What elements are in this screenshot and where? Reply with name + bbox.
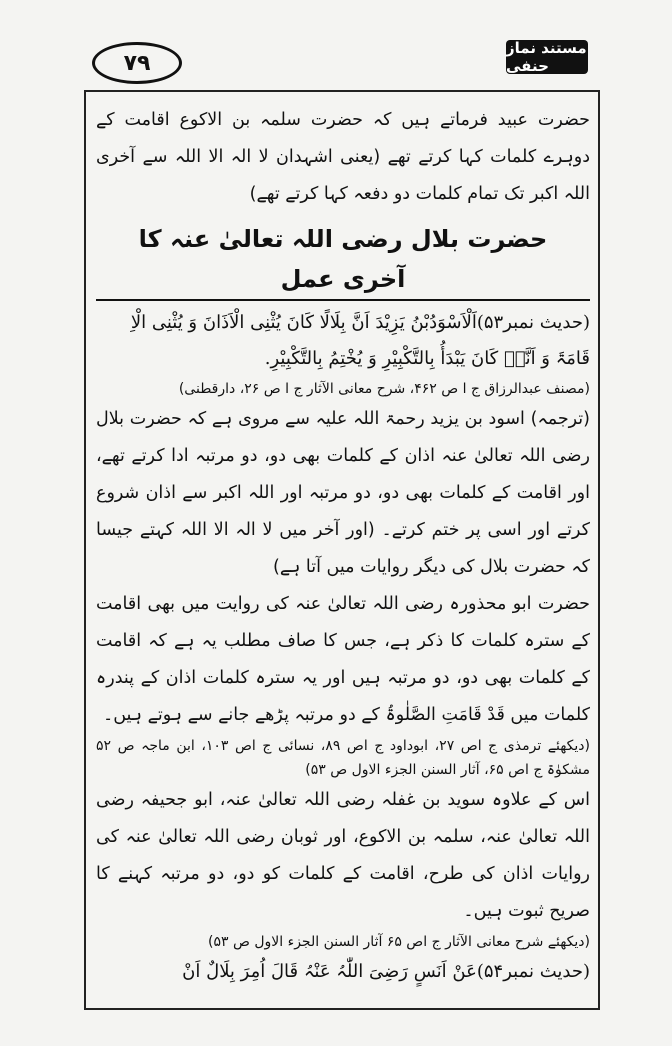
page-content (96, 102, 590, 1002)
book-title: مستند نماز حنفی (506, 39, 587, 75)
paragraph-1: حضرت عبید فرماتے ہیں کہ حضرت سلمہ بن الاکوع اقامت کے دوہرے کلمات کہا کرتے تھے (یعنی اشہدان لا الہ الا اللہ سے آخری اللہ اکبر تک تمام کلمات دو دفعہ کہا کرتے تھے) (96, 110, 590, 204)
reference-3: (دیکھئے شرح معانی الآثار ج اص ۶۵ آثار السنن الجزء الاول ص ۵۳) (208, 934, 590, 950)
section-heading (96, 219, 590, 301)
page-header (0, 0, 672, 90)
reference-2: (دیکھئے ترمذی ج اص ۲۷، ابوداود ج اص ۸۹، نسائی ج اص ۱۰۳، ابن ماجہ ص ۵۲ مشکوٰۃ ج اص ۶۵، آثار السنن الجزء الاول ص ۵۳) (96, 738, 590, 778)
paragraph-2: حضرت ابو محذورہ رضی اللہ تعالیٰ عنہ کی روایت میں بھی اقامت کے سترہ کلمات کا ذکر ہے، جس کا صاف مطلب یہ ہے کہ اقامت کے کلمات بھی دو، دو مرتبہ ہیں اور یہ سترہ کلمات اذان کے پندرہ کلمات میں قَدْ قَامَتِ الصَّلٰوۃُ کے دو مرتبہ پڑھے جانے سے ہوتے ہیں۔ (96, 594, 590, 725)
translation-paragraph: (ترجمہ) اسود بن یزید رحمۃ اللہ علیہ سے مروی ہے کہ حضرت بلال رضی اللہ تعالیٰ عنہ اذان کے کلمات بھی دو، دو مرتبہ ادا کرتے تھے، اور اقامت کے کلمات بھی دو، دو مرتبہ اور اللہ اکبر سے اذان شروع کرتے اور اسی پر ختم کرتے۔ (اور آخر میں لا الہ الا اللہ کہتے جیسا کہ حضرت بلال کی دیگر روایات میں آتا ہے) (96, 409, 590, 577)
paragraph-3: اس کے علاوہ سوید بن غفلہ رضی اللہ تعالیٰ عنہ، ابو جحیفہ رضی اللہ تعالیٰ عنہ، سلمہ بن الاکوع، اور ثوبان رضی اللہ تعالیٰ عنہ کی روایات اذان کی طرح، اقامت کے کلمات کو دو، دو مرتبہ کہنے کا صریح ثبوت ہیں۔ (96, 790, 590, 921)
hadith-53-arabic: (حدیث نمبر۵۳)اَلْاَسْوَدُبْنُ یَزِیْدَ اَنَّ بِلَالًا کَانَ یُثْنِی الْاَذَانَ وَ یُثْنِی الْاِ قَامَۃَ وَ اَنَّہٗ کَانَ یَبْدَأُ بِالتَّکْبِیْرِ وَ یُخْتِمُ بِالتَّکْبِیْرِ. (130, 312, 590, 369)
hadith-53-reference: (مصنف عبدالرزاق ج ا ص ۴۶۲، شرح معانی الآثار ج ا ص ۲۶، دارقطنی) (178, 381, 590, 397)
section-heading-text: حضرت بلال رضی اللہ تعالیٰ عنہ کا آخری عمل (96, 219, 590, 301)
hadith-54-arabic: (حدیث نمبر۵۴)عَنْ اَنَسٍ رَضِیَ اللّٰہُ عَنْہُ قَالَ اُمِرَ بِلَالٌ اَنْ (182, 961, 590, 982)
page-number: ۷۹ (92, 42, 182, 84)
